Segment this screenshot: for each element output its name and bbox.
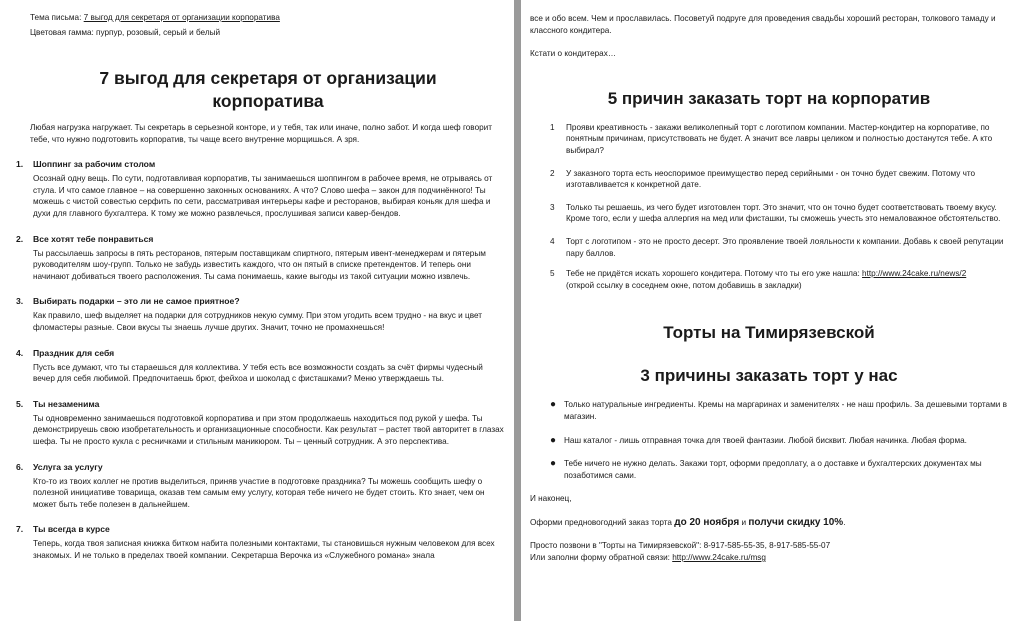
offer-prefix: Оформи предновогодний заказ торта	[530, 517, 675, 527]
contacts-form-line	[530, 552, 1008, 564]
why-us-text: Наш каталог - лишь отправная точка для твоей фантазии. Любой бисквит. Любая начинка. Любая форма.	[564, 435, 967, 445]
benefit-title: Услуга за услугу	[33, 461, 103, 472]
benefit-text: Пусть все думают, что ты стараешься для коллектива. У тебя есть все возможности создать за счёт фирмы чудесный вечер для себя любимой. Предпочитаешь брют, фейхоа и шоколад с фисташками? Меню утверждаешь ты.	[33, 362, 483, 384]
email-topic-line	[30, 10, 506, 25]
benefit-text: Ты рассылаешь запросы в пять ресторанов, пятерым поставщикам спиртного, пятерым ивент-менеджерам и пятерым руководителям шоу-групп. Только не забудь известить каждого, что он пятый в списке претендентов. И теперь они начинают добиваться твоего расположения. Ты сама понимаешь, какие выгоды из такой ситуации можно извлечь.	[33, 248, 486, 281]
offer-suffix: .	[843, 517, 846, 527]
benefit-title: Все хотят тебе понравиться	[33, 233, 154, 244]
reasons-list	[550, 122, 1008, 259]
benefit-section	[16, 347, 506, 385]
reason-text: У заказного торта есть неоспоримое преимущество перед серийными - он точно будет свежим. Потому что изготавливается к конкретной дате.	[566, 168, 976, 190]
benefit-heading	[16, 158, 506, 170]
benefit-heading	[16, 295, 506, 307]
reason-item	[550, 236, 1008, 259]
reason-number: 2	[550, 168, 555, 178]
benefit-text: Как правило, шеф выделяет на подарки для сотрудников некую сумму. При этом угодить всем трудно - на вкус и цвет фломастеры разные. Свои вкусы ты знаешь лучше других. Значит, точно не промахнешься!	[33, 311, 482, 332]
reason-text: Только ты решаешь, из чего будет изготовлен торт. Это значит, что он точно будет соответствовать твоему вкусу. Кроме того, если у шефа аллергия на мед или фисташки, ты сможешь учесть это немаловажное обстоятельство.	[566, 202, 1001, 224]
article-title: 7 выгод для секретаря от организации корпоратива	[99, 68, 437, 111]
reason-text: Торт с логотипом - это не просто десерт. Это проявление твоей лояльности к компании. Добавь к своей репутации пару баллов.	[566, 236, 1004, 258]
bullet-icon: ●	[550, 399, 557, 411]
why-us-text: Только натуральные ингредиенты. Кремы на маргаринах и заменителях - не наш профиль. За дешевыми тортами в магазин.	[564, 400, 1007, 421]
benefit-section	[16, 398, 506, 448]
why-us-item	[550, 399, 1008, 422]
shop-title: Торты на Тимирязевской	[663, 323, 875, 343]
reason-item	[550, 202, 1008, 225]
article-intro: Любая нагрузка нагружает. Ты секретарь в серьезной конторе, и у тебя, так или иначе, полно забот. И когда шеф говорит тебе, что нужно подготовить корпоратив, ты чаще всего внутренне морщишься. А зря.	[30, 123, 492, 144]
bullet-icon: ●	[550, 434, 557, 446]
benefit-section	[16, 233, 506, 283]
benefit-heading	[16, 233, 506, 245]
benefit-heading	[16, 347, 506, 359]
benefit-title: Шоппинг за рабочим столом	[33, 159, 156, 170]
reason-number: 3	[550, 202, 555, 212]
why-us-list	[550, 399, 1008, 481]
benefit-number: 4.	[16, 347, 24, 358]
benefit-title: Ты всегда в курсе	[33, 524, 110, 535]
finally-line: И наконец,	[530, 494, 572, 504]
offer-middle: и	[739, 517, 749, 527]
contacts-call-line: Просто позвони в "Торты на Тимирязевской": 8-917-585-55-35, 8-917-585-55-07	[530, 541, 831, 551]
benefit-text: Ты одновременно занимаешься подготовкой корпоратива и при этом продолжаешь находиться под рукой у шефа. Ты демонстрируешь свою изобретательность и организационные способности. Как результат – растет твой авторитет в глазах шефа. Ты не просто кукла с ресничками и стильным маникюром. Ты – ценный сотрудник. А это перспектива.	[33, 413, 504, 446]
offer-discount: получи скидку 10%	[748, 516, 844, 528]
benefit-heading	[16, 461, 506, 473]
reason-number: 4	[550, 236, 555, 246]
color-scheme-line: Цветовая гамма: пурпур, розовый, серый и белый	[30, 28, 221, 37]
feedback-form-link[interactable]: http://www.24cake.ru/msg	[672, 553, 766, 563]
why-us-text: Тебе ничего не нужно делать. Закажи торт, оформи предоплату, а о доставке и бухгалтерских документах мы позаботимся сами.	[564, 459, 982, 480]
benefit-section	[16, 295, 506, 333]
benefit-number: 7.	[16, 524, 24, 535]
offer-date: до 20 ноября	[674, 516, 740, 528]
page-separator	[514, 0, 521, 621]
benefit-section	[16, 461, 506, 511]
by-the-way-line: Кстати о кондитерах…	[530, 49, 617, 59]
benefit-title: Ты незаменима	[33, 398, 100, 409]
benefit-number: 2.	[16, 233, 24, 244]
right-page	[521, 0, 1018, 621]
reason-number: 1	[550, 122, 555, 132]
reason-item	[550, 122, 1008, 157]
why-us-title: 3 причины заказать торт у нас	[640, 366, 898, 386]
reason5-text: Тебе не придётся искать хорошего кондитера. Потому что ты его уже нашла:	[566, 269, 863, 279]
benefit-text: Теперь, когда твоя записная книжка битком набита полезными контактами, ты становишься нужным человеком для всех знакомых. И не только в пределах твоей компании. Секретарша Верочка из «Служебного романа» знала	[33, 539, 495, 560]
benefits-list	[16, 158, 506, 561]
offer-line	[530, 517, 1008, 529]
reason-item-5	[550, 268, 1008, 291]
continuation-text: все и обо всем. Чем и прославилась. Посоветуй подруге для проведения свадьбы хороший ресторан, толкового тамаду и классного кондитера.	[530, 14, 996, 35]
benefit-number: 3.	[16, 296, 24, 307]
why-us-item	[550, 458, 1008, 481]
reason5-note: (открой ссылку в соседнем окне, потом добавишь в закладки)	[566, 280, 802, 290]
topic-value: 7 выгод для секретаря от организации корпоратива	[83, 13, 280, 22]
benefit-number: 5.	[16, 398, 24, 409]
benefit-heading	[16, 523, 506, 535]
form-label: Или заполни форму обратной связи:	[530, 553, 673, 563]
reason-text: Прояви креативность - закажи великолепный торт с логотипом компании. Мастер-кондитер на корпоративе, по понятным причинам, присутствовать не будет. А значит все лавры целиком и полностью достанутся тебе. А кто выбирал?	[566, 122, 993, 155]
benefit-title: Праздник для себя	[33, 347, 115, 358]
benefit-text: Осознай одну вещь. По сути, подготавливая корпоратив, ты занимаешься шоппингом в рабочее время, не отрываясь от стула. И что самое главное – на совершенно законных основаниях. А что? Слово шефа – закон для подчинённого! Ты можешь с чистой совестью серфить по сети, рассматривая интерьеры кафе и ресторанов, выбирая коньяк для шефа и духи для главного бухгалтера. К тому же можно развлечься, прослушивая записи кавер-бендов.	[33, 174, 493, 218]
reason-item	[550, 168, 1008, 191]
benefit-text: Кто-то из твоих коллег не против выделиться, приняв участие в подготовке праздника? Ты можешь сообщить шефу о полезной инициативе товарища, оказав тем самым ему услугу, которая тебе ничего не будет стоить. Кто знает, чем он может быть тебе полезен в дальнейшем.	[33, 476, 485, 509]
reasons-title: 5 причин заказать торт на корпоратив	[607, 88, 931, 108]
reason-text	[566, 268, 966, 291]
benefit-title: Выбирать подарки – это ли не самое приятное?	[33, 296, 240, 307]
why-us-item	[550, 435, 1008, 447]
topic-label: Тема письма:	[30, 13, 82, 22]
benefit-section	[16, 158, 506, 219]
reason-number: 5	[550, 269, 555, 279]
benefit-heading	[16, 398, 506, 410]
benefit-number: 1.	[16, 159, 24, 170]
bullet-icon: ●	[550, 458, 557, 470]
benefit-number: 6.	[16, 461, 24, 472]
news-link[interactable]: http://www.24cake.ru/news/2	[862, 269, 967, 279]
benefit-section	[16, 523, 506, 561]
